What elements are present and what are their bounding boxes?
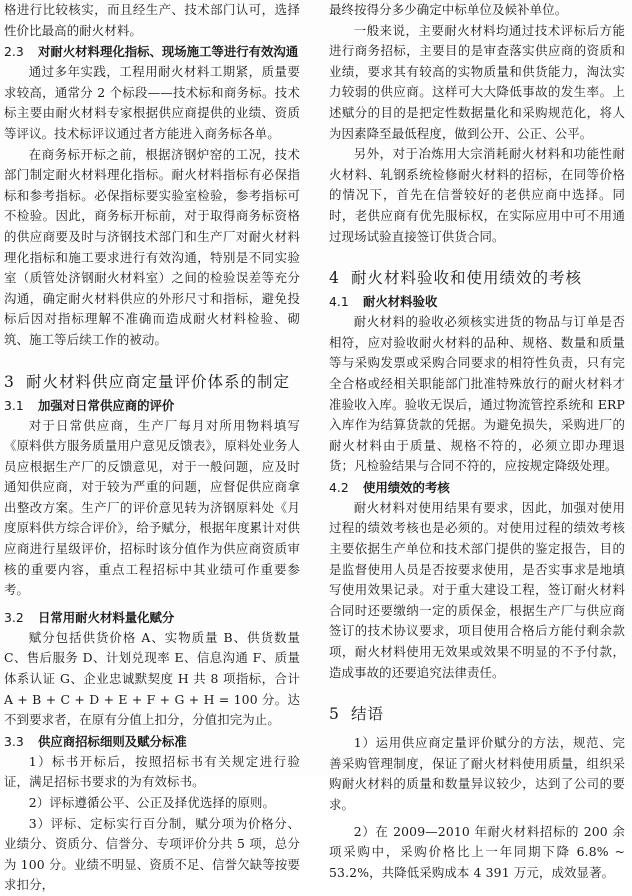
list-item: 1）运用供应商定量评价赋分的方法，规范、完善采购管理制度，保证了耐火材料使用质量，组织采购耐火材料的质量和数量异议较少，达到了公司的要求。 (329, 735, 625, 812)
section-title: 耐火材料验收和使用绩效的考核 (351, 269, 583, 288)
subsection-title: 耐火材料验收 (363, 294, 438, 310)
subsection-heading-4-1 (329, 291, 625, 312)
list-item: 1）标书开标后，按照招标书有关规定进行验证，满足招标书要求的为有效标书。 (4, 753, 300, 790)
list-item: 2）评标遵循公平、公正及择优选择的原则。 (28, 795, 276, 810)
section-heading-5 (329, 701, 625, 727)
subsection-number: 4.2 (329, 479, 349, 495)
section-number: 4 (329, 269, 340, 288)
paragraph: 赋分包括供货价格 A、实物质量 B、供货数量 C、售后服务 D、计划兑现率 E、信息沟通 F、质量体系认证 G、企业忠诚默契度 H 共 8 项指标，合计 A + B + C + D + E + F + G + H = 100 分。达不到要求者，在原有分值上扣分，分值扣完为止。 (4, 629, 300, 728)
section-number: 3 (4, 372, 15, 391)
paragraph: 一般来说，主要耐火材料均通过技术评标后方能进行商务招标，主要目的是审查落实供应商的资质和业绩，要求其有较高的实物质量和供货能力，淘汰实力较弱的供应商。这样可大大降低事故的发生率。上述赋分的目的是把定性数据量化和采购规范化，将人为因素降至最低程度，做到公开、公正、公平。 (329, 22, 625, 141)
section-number: 5 (329, 705, 340, 724)
paragraph: 在商务标开标之前，根据济钢炉窑的工况，技术部门制定耐火材料理化指标。耐火材料指标有必保指标和参考指标。必保指标要实验室检验，参考指标可不检验。因此，商务标开标前，对于取得商务标资格的供应商要及时与济钢技术部门和生产厂对耐火材料理化指标和施工要求进行有效沟通，特别是不同实验室（质管处济钢耐火材料室）之间的检验误差等充分沟通，确定耐火材料供应的外形尺寸和指标，避免投标后因对指标理解不准确而造成耐火材料检验、砌筑、施工等后续工作的被动。 (4, 146, 300, 347)
subsection-heading-3-1 (4, 395, 300, 416)
subsection-title: 供应商招标细则及赋分标准 (38, 733, 187, 749)
subsection-heading-4-2 (329, 477, 625, 498)
paragraph: 通过多年实践，工程用耐火材料工期紧，质量要求较高，通常分 2 个标段——技术标和商务标。技术标主要由耐火材料专家根据供应商提供的业绩、资质等评议。技术标评议通过者方能进入商务标各单。 (4, 64, 300, 141)
section-title: 耐火材料供应商定量评价体系的制定 (26, 372, 291, 391)
paragraph-continuation: 格进行比较核实，而且经生产、技术部门认可，选择性价比最高的耐火材料。 (4, 2, 300, 38)
paragraph: 对于日常供应商，生产厂每月对所用物料填写《原料供方服务质量用户意见反馈表》，原料处业务人员应根据生产厂的反馈意见，对于一般问题，应及时通知供应商，对于较为严重的问题，应督促供应商拿出整改方案。生产厂的评价意见转为济钢原料处《月度原料供方综合评价》，给予赋分，根据年度累计对供应商进行星级评价，招标时该分值作为供应商资质审核的重要内容，重点工程招标中其业绩可作重要参考。 (4, 417, 300, 598)
subsection-title: 日常用耐火材料量化赋分 (38, 609, 175, 625)
section-heading-4 (329, 265, 625, 291)
list-item: 2）在 2009—2010 年耐火材料招标的 200 余项采购中，采购价格比上一年同期下降 6.8% ~ 53.2%，共降低采购成本 4 391 万元，成效显著。 (329, 823, 625, 880)
paragraph: 耐火材料的验收必须核实进货的物品与订单是否相符，应对验收耐火材料的品种、规格、数量和质量等与采购发票或采购合同要求的相符性负责，只有完全合格或经相关职能部门批准特殊放行的耐火材料才准验收入库。验收无误后，通过物流管控系统和 ERP 入库作为结算货款的凭据。为避免损失，采购进厂的耐火材料由于质量、规格不符的，必须立即办理退货；凡检验结果与合同不符的，应按规定降级处理。 (329, 314, 625, 474)
subsection-number: 4.1 (329, 294, 349, 310)
list-item: 3）评标、定标实行百分制，赋分项为价格分、业绩分、资质分、信誉分、专项评价分共 5 项，总分为 100 分。业绩不明显、资质不足、信誉欠缺等按要求扣分， (4, 815, 300, 893)
section-title: 结语 (351, 705, 385, 724)
right-column (329, 0, 625, 880)
subsection-number: 3.3 (4, 733, 24, 749)
section-heading-3 (4, 369, 300, 395)
paragraph: 另外，对于冶炼用大宗消耗耐火材料和功能性耐火材料、轧钢系统检修耐火材料的招标，在同等价格的情况下，首先在信誉较好的老供应商中选择。同时，老供应商有优先服标权，在实际应用中可不用通过现场试验直接签订供货合同。 (329, 146, 625, 244)
subsection-heading-2-3 (4, 41, 300, 62)
subsection-title: 加强对日常供应商的评价 (38, 397, 175, 413)
subsection-number: 3.1 (4, 397, 24, 413)
subsection-number: 3.2 (4, 609, 24, 625)
paragraph: 耐火材料对使用结果有要求，因此，加强对使用过程的绩效考核也是必须的。对使用过程的绩效考核主要依据生产单位和技术部门提供的鉴定报告，目的是监督使用人员是否按要求使用，是否实事求是地填写使用效果记录。对于重大建设工程，签订耐火材料合同时还要缴纳一定的质保金，根据生产厂与供应商签订的技术协议要求，项目使用合格后方能付剩余款项，耐火材料使用无效果或效果不明显的不予付款，造成事故的还要追究法律责任。 (329, 499, 625, 680)
subsection-heading-3-3 (4, 731, 300, 752)
subsection-number: 2.3 (4, 44, 24, 60)
paragraph-continuation: 最终按得分多少确定中标单位及候补单位。 (329, 2, 568, 17)
subsection-title: 对耐火材料理化指标、现场施工等进行有效沟通 (38, 44, 299, 60)
subsection-title: 使用绩效的考核 (363, 479, 450, 495)
left-column (4, 0, 300, 893)
subsection-heading-3-2 (4, 607, 300, 628)
